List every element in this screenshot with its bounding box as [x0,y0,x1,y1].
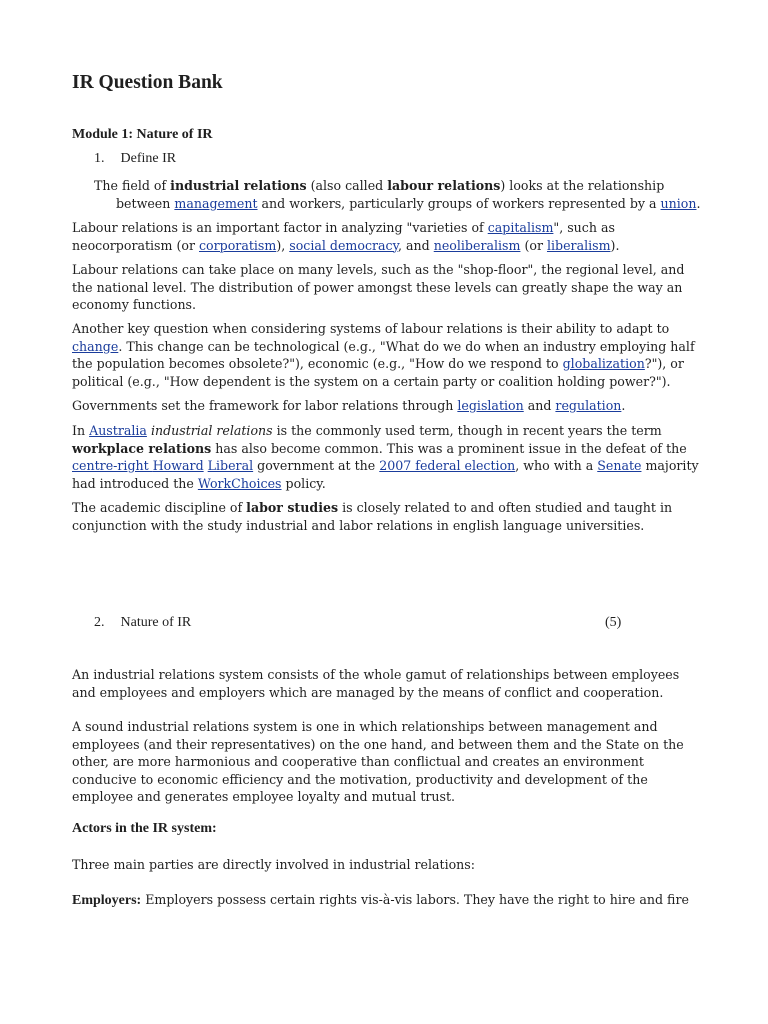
link-globalization[interactable]: globalization [562,356,645,371]
text-run: Labour relations is an important factor in analyzing "varieties of [72,220,488,235]
question-1-number: 1. [94,151,105,166]
paragraph-employers [72,891,702,910]
link-corporatism[interactable]: corporatism [199,237,277,253]
paragraph-sound-ir: A sound industrial relations system is one in which relationships between management and employees (and their representatives) on the one hand, and between them and the State on the other, are more harmonious and cooperative than conflictual and creates an environment conducive to economic efficiency and the motivation, productivity and development of the employee and generates employee loyalty and mutual trust. [72,719,684,804]
question-2 [94,615,191,631]
text-run: policy. [281,475,326,491]
text-run: , and [398,237,434,253]
link-neoliberalism[interactable]: neoliberalism [433,237,521,253]
text-run: has also become common. This was a prominent issue in the defeat of the [211,440,687,456]
link-liberalism[interactable]: liberalism [546,237,611,253]
text-run: (also called [306,178,388,193]
link-centre-right[interactable]: centre-right [72,458,153,473]
bold-term: labor studies [246,500,339,515]
text-run: majority had introduced the [72,458,699,491]
paragraph-labor-studies [72,499,702,534]
text-run: . This change can be technological (e.g., "What do we do when an industry employing half the population becomes obsolete?"), economic (e.g., "How do we respond to [72,338,695,371]
paragraph-change [72,320,702,390]
page-title: IR Question Bank [72,72,223,93]
text-run: is closely related to and often studied and taught in conjunction with the study industrial and labor relations in english language universities. [72,500,673,533]
bold-term: workplace relations [72,440,212,456]
text-run: The academic discipline of [72,500,247,515]
bold-term: labour relations [387,178,501,193]
question-1 [94,151,176,167]
link-regulation[interactable]: regulation [555,398,622,413]
link-australia[interactable]: Australia [89,423,147,438]
text-run: In [72,423,90,438]
paragraph-governments [72,397,702,415]
question-1-text: Define IR [120,151,177,166]
module-heading: Module 1: Nature of IR [72,127,213,142]
link-workchoices[interactable]: WorkChoices [197,475,282,491]
paragraph-definition [94,177,716,212]
link-legislation[interactable]: legislation [457,398,524,413]
text-run: is the commonly used term, though in recent years the term [272,423,662,438]
paragraph-australia [72,422,702,492]
link-capitalism[interactable]: capitalism [487,220,554,235]
text-run: Governments set the framework for labor relations through [72,398,458,413]
bold-term: Employers: [72,893,142,908]
text-run: government at the [253,458,380,473]
text-run: . [621,398,626,413]
link-howard[interactable]: Howard [152,458,204,473]
question-2-marks: (5) [605,615,622,630]
text-run: Employers possess certain rights vis-à-vis labors. They have the right to hire and fire [141,892,689,907]
paragraph-ir-system: An industrial relations system consists of the whole gamut of relationships between employees and employees and employers which are managed by the means of conflict and cooperation. [72,667,680,700]
link-social-democracy[interactable]: social democracy [289,237,399,253]
text-run: ), [276,237,290,253]
paragraph-three-parties: Three main parties are directly involved in industrial relations: [72,857,475,872]
question-2-text: Nature of IR [120,615,192,630]
text-run: and workers, particularly groups of workers represented by a [257,195,661,211]
text-run: The field of [94,178,171,193]
text-run: . [696,195,701,211]
paragraph-varieties [72,219,702,254]
actors-heading: Actors in the IR system: [72,821,217,836]
link-liberal[interactable]: Liberal [207,458,254,473]
question-2-number: 2. [94,615,105,630]
text-run: ", such as neocorporatism (or [72,220,615,253]
italic-term: industrial relations [150,423,273,438]
bold-term: industrial relations [170,178,307,193]
link-change[interactable]: change [72,338,119,354]
text-run: (or [520,237,547,253]
text-run: ) looks at the relationship between [116,178,665,211]
link-management[interactable]: management [174,195,258,211]
paragraph-levels: Labour relations can take place on many levels, such as the "shop-floor", the regional level, and the national level. The distribution of power amongst these levels can greatly shape the way an economy functions. [72,262,685,312]
text-run: , who with a [515,458,598,473]
link-2007-federal-election[interactable]: 2007 federal election [379,458,516,473]
link-union[interactable]: union [660,195,697,211]
link-senate[interactable]: Senate [597,458,642,473]
text-run: and [523,398,556,413]
text-run: ). [610,237,620,253]
text-run: Another key question when considering systems of labour relations is their ability to adapt to [72,321,670,336]
text-run: ?"), or political (e.g., "How dependent is the system on a certain party or coalition holding power?"). [72,356,684,389]
